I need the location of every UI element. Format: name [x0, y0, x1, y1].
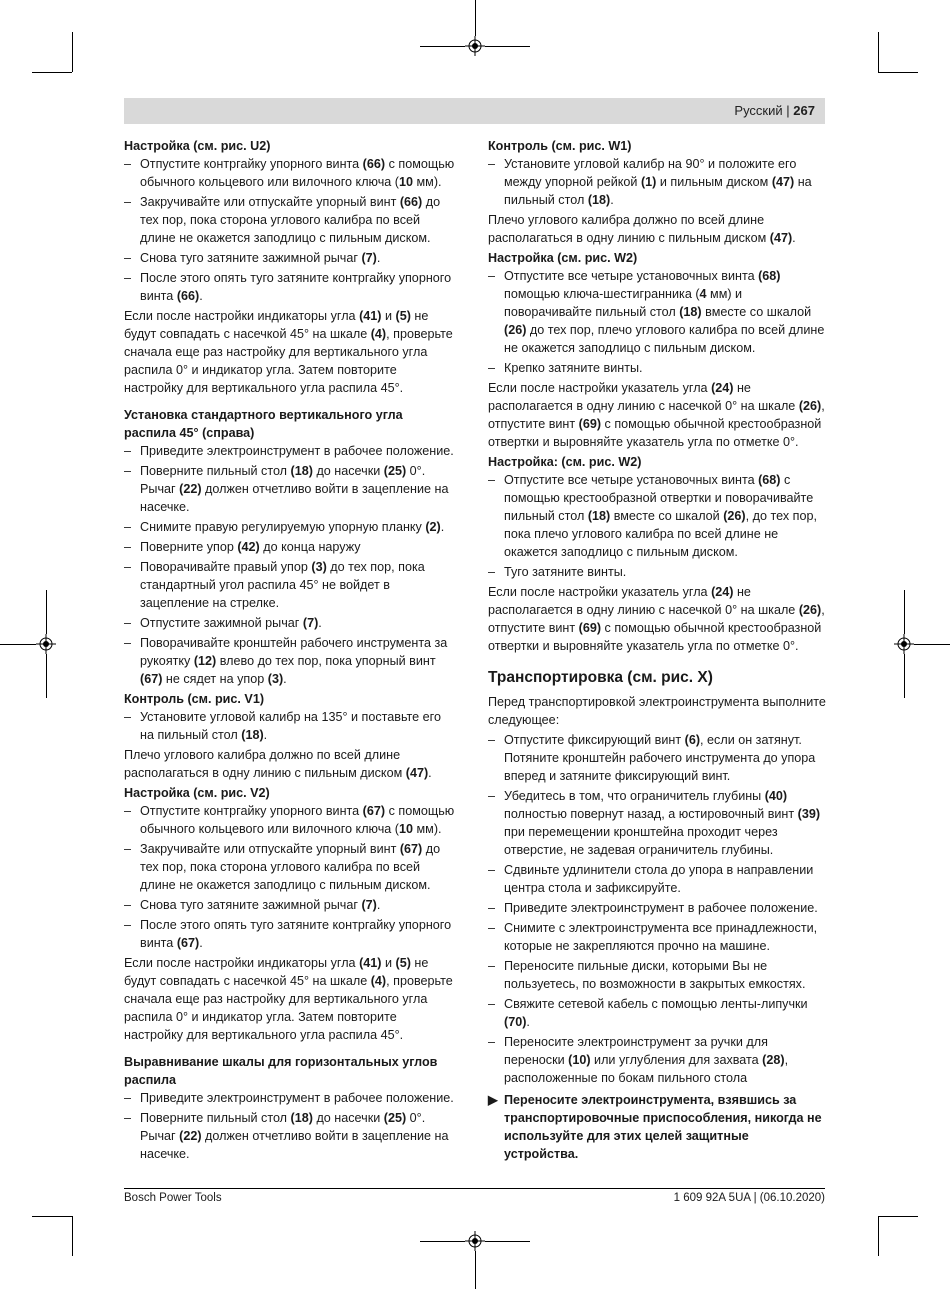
- list-item: – Приведите электроинструмент в рабочее положение.: [488, 899, 826, 917]
- crop-mark: [475, 1251, 476, 1289]
- chapter-heading: Транспортировка (см. рис. X): [488, 669, 713, 686]
- list-item: – Снимите с электроинструмента все принадлежности, которые не закрепляются прочно на машине.: [488, 919, 826, 955]
- paragraph: Плечо углового калибра должно по всей длине располагаться в одну линию с пильным диском (47).: [488, 213, 796, 245]
- left-column: [124, 137, 456, 1165]
- section-heading: Настройка (см. рис. V2): [124, 786, 270, 800]
- instruction-list: [124, 442, 456, 688]
- list-item: – Поворачивайте правый упор (3) до тех пор, пока стандартный угол распила 45° не войдет в зацепление на стрелке.: [124, 558, 456, 612]
- instruction-list: [488, 267, 826, 377]
- instruction-list: [124, 1089, 456, 1163]
- list-item: – Поверните пильный стол (18) до насечки (25) 0°. Рычаг (22) должен отчетливо войти в зацепление на насечке.: [124, 462, 456, 516]
- crop-mark: [878, 1216, 918, 1217]
- section-heading: Контроль (см. рис. V1): [124, 692, 265, 706]
- section-heading: Настройка: (см. рис. W2): [488, 455, 642, 469]
- header-label: [734, 103, 815, 118]
- instruction-list: [124, 708, 456, 744]
- crop-mark: [32, 72, 72, 73]
- instruction-list: [488, 731, 826, 1087]
- list-item: – Установите угловой калибр на 135° и поставьте его на пильный стол (18).: [124, 708, 456, 744]
- crop-mark: [72, 1216, 73, 1256]
- page-header: [124, 98, 825, 124]
- list-item: – Отпустите контргайку упорного винта (66) с помощью обычного кольцевого или вилочного ключа (10 мм).: [124, 155, 456, 191]
- registration-mark-icon: [465, 1231, 485, 1251]
- paragraph: Плечо углового калибра должно по всей длине располагаться в одну линию с пильным диском (47).: [124, 748, 432, 780]
- list-item: – Крепко затяните винты.: [488, 359, 826, 377]
- triangle-right-icon: ▶: [488, 1093, 498, 1107]
- list-item: – Закручивайте или отпускайте упорный винт (66) до тех пор, пока сторона углового калибра по всей длине не окажется заподлицо с пильным диском.: [124, 193, 456, 247]
- list-item: – Снова туго затяните зажимной рычаг (7).: [124, 896, 456, 914]
- list-item: – После этого опять туго затяните контргайку упорного винта (66).: [124, 269, 456, 305]
- crop-mark: [914, 644, 950, 645]
- list-item: – Отпустите контргайку упорного винта (67) с помощью обычного кольцевого или вилочного ключа (10 мм).: [124, 802, 456, 838]
- registration-mark-icon: [894, 634, 914, 654]
- list-item: – Установите угловой калибр на 90° и положите его между упорной рейкой (1) и пильным диском (47) на пильный стол (18).: [488, 155, 826, 209]
- crop-mark: [420, 46, 465, 47]
- footer-doc-number: 1 609 92A 5UA | (06.10.2020): [673, 1192, 825, 1204]
- right-column: [488, 137, 826, 1163]
- crop-mark: [878, 1216, 879, 1256]
- page-number: 267: [793, 103, 815, 118]
- header-language: Русский: [734, 103, 783, 118]
- paragraph: Перед транспортировкой электроинструмента выполните следующее:: [488, 695, 826, 727]
- list-item: – Отпустите фиксирующий винт (6), если он затянут. Потяните кронштейн рабочего инструмента до упора вперед и затяните фиксирующий винт.: [488, 731, 826, 785]
- crop-mark: [485, 46, 530, 47]
- crop-mark: [420, 1241, 465, 1242]
- list-item: – Приведите электроинструмент в рабочее положение.: [124, 1089, 456, 1107]
- warning-text: Переносите электроинструмента, взявшись за транспортировочные приспособления, никогда не используйте для этих целей защитные устройства.: [504, 1093, 822, 1161]
- instruction-list: [124, 155, 456, 305]
- warning-note: [488, 1091, 826, 1163]
- section-heading: Установка стандартного вертикального угла распила 45° (справа): [124, 408, 403, 440]
- section-heading: Выравнивание шкалы для горизонтальных углов распила: [124, 1055, 438, 1087]
- list-item: – Снова туго затяните зажимной рычаг (7).: [124, 249, 456, 267]
- crop-mark: [878, 72, 918, 73]
- list-item: – Переносите пильные диски, которыми Вы не пользуетесь, по возможности в закрытых емкостях.: [488, 957, 826, 993]
- footer-rule: [124, 1188, 825, 1189]
- section-heading: Настройка (см. рис. U2): [124, 139, 271, 153]
- header-separator: |: [786, 103, 790, 118]
- list-item: – Свяжите сетевой кабель с помощью ленты-липучки (70).: [488, 995, 826, 1031]
- instruction-list: [488, 471, 826, 581]
- paragraph: Если после настройки указатель угла (24) не располагается в одну линию с насечкой 0° на шкале (26), отпустите винт (69) с помощью обычной крестообразной отвертки и выровняйте указатель угла по отметке 0°.: [488, 585, 825, 653]
- section-heading: Контроль (см. рис. W1): [488, 139, 632, 153]
- list-item: – Закручивайте или отпускайте упорный винт (67) до тех пор, пока сторона углового калибра по всей длине не окажется заподлицо с пильным диском.: [124, 840, 456, 894]
- list-item: – Поверните упор (42) до конца наружу: [124, 538, 456, 556]
- crop-mark: [46, 654, 47, 698]
- crop-mark: [485, 1241, 530, 1242]
- list-item: – Туго затяните винты.: [488, 563, 826, 581]
- crop-mark: [72, 32, 73, 72]
- list-item: – Поворачивайте кронштейн рабочего инструмента за рукоятку (12) влево до тех пор, пока упорный винт (67) не сядет на упор (3).: [124, 634, 456, 688]
- list-item: – Убедитесь в том, что ограничитель глубины (40) полностью повернут назад, а юстировочный винт (39) при перемещении кронштейна проходит через отверстие, не задевая ограничитель глубины.: [488, 787, 826, 859]
- registration-mark-icon: [465, 36, 485, 56]
- list-item: – Снимите правую регулируемую упорную планку (2).: [124, 518, 456, 536]
- crop-mark: [878, 32, 879, 72]
- list-item: – После этого опять туго затяните контргайку упорного винта (67).: [124, 916, 456, 952]
- instruction-list: [488, 155, 826, 209]
- list-item: – Поверните пильный стол (18) до насечки (25) 0°. Рычаг (22) должен отчетливо войти в зацепление на насечке.: [124, 1109, 456, 1163]
- list-item: – Приведите электроинструмент в рабочее положение.: [124, 442, 456, 460]
- crop-mark: [46, 590, 47, 634]
- paragraph: Если после настройки индикаторы угла (41) и (5) не будут совпадать с насечкой 45° на шкале (4), проверьте сначала еще раз настройку для вертикального угла распила 0° и индикатор угла. Затем повторите настройку для вертикального угла распила 45°.: [124, 956, 453, 1042]
- list-item: – Отпустите зажимной рычаг (7).: [124, 614, 456, 632]
- list-item: – Переносите электроинструмент за ручки для переноски (10) или углубления для захвата (28), расположенные по бокам пильного стола: [488, 1033, 826, 1087]
- registration-mark-icon: [36, 634, 56, 654]
- list-item: – Сдвиньте удлинители стола до упора в направлении центра стола и зафиксируйте.: [488, 861, 826, 897]
- paragraph: Если после настройки индикаторы угла (41) и (5) не будут совпадать с насечкой 45° на шкале (4), проверьте сначала еще раз настройку для вертикального угла распила 0° и индикатор угла. Затем повторите настройку для вертикального угла распила 45°.: [124, 309, 453, 395]
- section-heading: Настройка (см. рис. W2): [488, 251, 638, 265]
- crop-mark: [0, 644, 36, 645]
- list-item: – Отпустите все четыре установочных винта (68) с помощью крестообразной отвертки и поворачивайте пильный стол (18) вместе со шкалой (26), до тех пор, пока плечо углового калибра по всей длине не окажется заподлицо с пильным диском.: [488, 471, 826, 561]
- list-item: – Отпустите все четыре установочных винта (68) помощью ключа-шестигранника (4 мм) и поворачивайте пильный стол (18) вместе со шкалой (26) до тех пор, плечо углового калибра по всей длине не окажется заподлицо с пильным диском.: [488, 267, 826, 357]
- crop-mark: [904, 590, 905, 634]
- instruction-list: [124, 802, 456, 952]
- crop-mark: [32, 1216, 72, 1217]
- crop-mark: [904, 654, 905, 698]
- crop-mark: [475, 0, 476, 36]
- paragraph: Если после настройки указатель угла (24) не располагается в одну линию с насечкой 0° на шкале (26), отпустите винт (69) с помощью обычной крестообразной отвертки и выровняйте указатель угла по отметке 0°.: [488, 381, 825, 449]
- footer-brand: Bosch Power Tools: [124, 1192, 222, 1204]
